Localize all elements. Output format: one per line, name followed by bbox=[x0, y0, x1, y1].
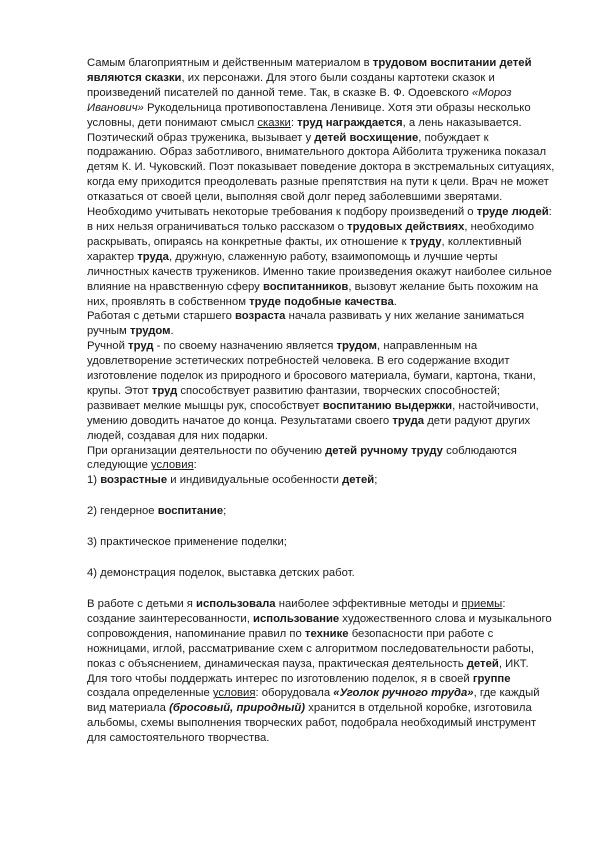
paragraph-spacer bbox=[87, 550, 555, 566]
text-run: 4) демонстрация поделок, выставка детских работ. bbox=[87, 567, 355, 580]
paragraph-spacer bbox=[87, 581, 555, 597]
text-run: ; bbox=[374, 474, 378, 487]
text-run: художественного слова и музыкального сопровождения, напоминание правил по bbox=[87, 612, 552, 640]
paragraph bbox=[87, 339, 555, 443]
emphasized-text: группе bbox=[472, 672, 511, 685]
emphasized-text: трудом bbox=[129, 325, 171, 338]
text-run: При организации деятельности по обучению bbox=[87, 444, 326, 457]
emphasized-text: воспитанию выдержки bbox=[322, 399, 453, 412]
emphasized-text: технике bbox=[304, 627, 349, 640]
text-run: создала определенные bbox=[87, 687, 213, 700]
text-run: «Мороз Иванович» bbox=[87, 86, 512, 114]
underlined-text: условия bbox=[151, 459, 194, 472]
emphasized-text: детей ручному труду bbox=[325, 444, 443, 457]
text-run: , вызовут желание быть похожим на них, проявлять в собственном bbox=[87, 280, 539, 308]
emphasized-text: воспитание bbox=[157, 505, 224, 518]
text-run: . bbox=[393, 295, 397, 308]
paragraph-spacer bbox=[87, 488, 555, 504]
paragraph bbox=[87, 566, 555, 581]
paragraph bbox=[87, 473, 555, 488]
text-run: Рукодельница противопоставлена Ленивице. Хотя эти образы несколько условны, дети понимают смысл bbox=[87, 101, 531, 129]
emphasized-text: возраста bbox=[235, 310, 286, 323]
emphasized-text: (бросовый, природный) bbox=[169, 702, 306, 715]
emphasized-text: трудом bbox=[336, 340, 378, 353]
emphasized-text: детей восхищение bbox=[314, 131, 419, 144]
text-run: Работая с детьми старшего bbox=[87, 310, 235, 323]
text-run: , коллективный характер bbox=[87, 235, 522, 263]
document-body bbox=[87, 56, 555, 746]
paragraph bbox=[87, 56, 555, 309]
text-run: : оборудовала bbox=[255, 687, 334, 700]
text-run: хранится в отдельной коробке, изготовила альбомы, схемы выполнения творческих работ, подобрала необходимый инструмент для самостоятельного творчества. bbox=[87, 702, 537, 745]
paragraph bbox=[87, 504, 555, 519]
text-run: : в них нельзя ограничиваться только рассказом о bbox=[87, 206, 552, 233]
text-run: Самым благоприятным и действенным материалом в bbox=[87, 57, 373, 69]
emphasized-text: трудовых действиях bbox=[347, 220, 465, 233]
text-run: соблюдаются следующие bbox=[87, 444, 517, 472]
text-run: безопасности при работе с ножницами, иглой, рассматривание схем с алгоритмом последовательности работы, показ с объяснением, динамическая пауза, практическая деятельность bbox=[87, 627, 535, 670]
paragraph-spacer bbox=[87, 519, 555, 535]
text-run: и индивидуальные особенности bbox=[167, 474, 343, 487]
emphasized-text: труде подобные качества bbox=[249, 295, 394, 308]
emphasized-text: использование bbox=[253, 612, 340, 625]
text-run: В работе с детьми я bbox=[87, 598, 197, 610]
text-run: дети радуют других людей, создавая для них подарки. bbox=[87, 414, 531, 442]
paragraph bbox=[87, 444, 555, 474]
emphasized-text: труда bbox=[392, 414, 425, 427]
emphasized-text: труду bbox=[409, 235, 442, 248]
text-run: : bbox=[290, 116, 298, 129]
text-run: : bbox=[193, 459, 197, 472]
text-run: - по своему назначению является bbox=[153, 340, 337, 353]
text-run: , необходимо раскрывать, опираясь на конкретные факты, их отношение к bbox=[87, 220, 535, 248]
text-run: способствует развитию фантазии, творческих способностей; развивает мелкие мышцы рук, способствует bbox=[87, 384, 501, 412]
paragraph bbox=[87, 535, 555, 550]
paragraph bbox=[87, 309, 555, 339]
text-run: , их персонажи. Для этого были созданы картотеки сказок и произведений писателей по данной теме. Так, в сказке В. Ф. Одоевского bbox=[87, 71, 495, 99]
emphasized-text: использовала bbox=[196, 598, 276, 610]
underlined-text: сказки bbox=[257, 116, 291, 129]
paragraph bbox=[87, 597, 555, 672]
text-run: , ИКТ. bbox=[498, 657, 529, 670]
text-run: , а лень наказывается. Поэтический образ труженика, вызывает у bbox=[87, 116, 522, 144]
emphasized-text: труде людей bbox=[476, 206, 549, 219]
text-run: наиболее эффективные методы и bbox=[275, 598, 462, 610]
emphasized-text: труд награждается bbox=[297, 116, 403, 129]
emphasized-text: труда bbox=[137, 250, 169, 263]
emphasized-text: воспитанников bbox=[262, 280, 349, 293]
text-run: , настойчивости, умению доводить начатое до конца. Результатами своего bbox=[87, 399, 539, 427]
text-run: , где каждый вид материала bbox=[87, 687, 540, 715]
text-run: . bbox=[170, 325, 174, 338]
text-run: 1) bbox=[87, 474, 101, 487]
emphasized-text: детей bbox=[466, 657, 499, 670]
text-run: : создание заинтересованности, bbox=[87, 598, 506, 625]
emphasized-text: трудовом воспитании детей являются сказки bbox=[87, 57, 532, 84]
underlined-text: приемы bbox=[461, 598, 503, 610]
emphasized-text: труд bbox=[151, 384, 178, 397]
underlined-text: условия bbox=[212, 687, 256, 700]
emphasized-text: детей bbox=[342, 474, 375, 487]
text-run: 3) практическое применение поделки; bbox=[87, 536, 287, 549]
emphasized-text: «Уголок ручного труда» bbox=[333, 687, 474, 700]
paragraph bbox=[87, 672, 555, 747]
text-run: , дружную, слаженную работу, взаимопомощь и лучшие черты личностных качеств тружеников. Именно такие произведения окажут наиболее сильное влияние на нравственную сферу bbox=[87, 250, 552, 293]
text-run: Ручной bbox=[87, 340, 129, 353]
text-run: , направленным на удовлетворение эстетических потребностей человека. В его содержание входит изготовление поделок из природного и бросового материала, бумаги, картона, ткани, крупы. Этот bbox=[87, 340, 536, 397]
text-run: 2) гендерное bbox=[87, 505, 158, 518]
text-run: начала развивать у них желание заниматься ручным bbox=[87, 310, 525, 338]
text-run: ; bbox=[223, 505, 227, 518]
emphasized-text: возрастные bbox=[100, 474, 168, 487]
emphasized-text: труд bbox=[128, 340, 154, 353]
text-run: Для того чтобы поддержать интерес по изготовлению поделок, я в своей bbox=[87, 672, 473, 685]
text-run: , побуждает к подражанию. Образ заботливого, внимательного доктора Айболита труженика показал детям К. И. Чуковский. Поэт показывает поведение доктора в экстремальных ситуациях, когда ему приходится преодолевать разные препятствия на пути к цели. Врач не может отказаться от своей цели, выполняя свой долг перед заболевшими зверятами. Необходимо учитывать некоторые требования к подбору произведений о bbox=[87, 131, 555, 219]
